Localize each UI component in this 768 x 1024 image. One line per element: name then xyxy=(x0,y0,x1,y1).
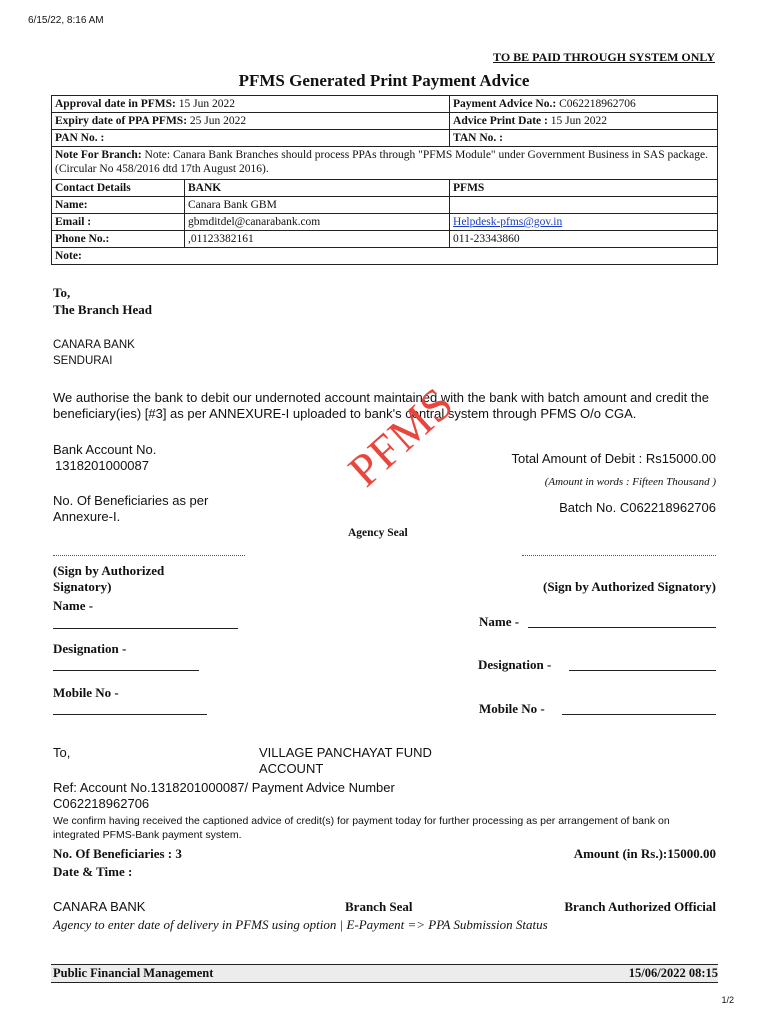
advice-info-table xyxy=(51,95,718,265)
address-branch: SENDURAI xyxy=(53,355,113,367)
page-title: PFMS Generated Print Payment Advice xyxy=(238,71,530,90)
footer-bar xyxy=(51,964,718,983)
footer-left: Public Financial Management xyxy=(53,966,214,980)
right-signatory-label: (Sign by Authorized Signatory) xyxy=(543,579,716,594)
pfms-header: PFMS xyxy=(450,180,718,197)
tan-cell: TAN No. : xyxy=(450,130,718,147)
batch-number: Batch No. C062218962706 xyxy=(559,500,716,515)
ack-amount: Amount (in Rs.):15000.00 xyxy=(573,846,716,861)
left-signatory-label: (Sign by Authorized Signatory) xyxy=(53,563,165,594)
bank-email: gbmditdel@canarabank.com xyxy=(185,214,450,231)
left-name-line xyxy=(53,628,238,629)
left-name-label: Name - xyxy=(53,598,94,613)
ack-recipient: VILLAGE PANCHAYAT FUND ACCOUNT xyxy=(259,745,432,776)
pfms-stamp: PFMS xyxy=(338,376,464,497)
bank-phone: ,01123382161 xyxy=(185,231,450,248)
account-number: 1318201000087 xyxy=(55,458,149,473)
beneficiaries-count: No. Of Beneficiaries as per Annexure-I. xyxy=(53,493,209,524)
email-label: Email : xyxy=(52,214,185,231)
right-signature-line xyxy=(522,555,716,556)
ack-beneficiaries: No. Of Beneficiaries : 3 xyxy=(53,846,182,861)
pfms-email-cell xyxy=(450,214,718,231)
left-mobile-label: Mobile No - xyxy=(53,685,119,700)
pfms-name xyxy=(450,197,718,214)
left-designation-label: Designation - xyxy=(53,641,127,656)
right-mobile-line xyxy=(562,714,716,715)
ack-datetime: Date & Time : xyxy=(53,864,133,879)
bank-header: BANK xyxy=(185,180,450,197)
note-cell: Note: xyxy=(52,248,718,265)
amount-in-words: (Amount in words : Fifteen Thousand ) xyxy=(544,476,716,488)
right-name-line xyxy=(528,627,716,628)
submission-instruction: Agency to enter date of delivery in PFMS using option | E-Payment => PPA Submission Status xyxy=(53,917,548,932)
ack-confirmation: We confirm having received the captioned advice of credit(s) for payment today for further processing as per arrangement of bank on integrated PFMS-Bank payment system. xyxy=(53,815,670,841)
bank-name: Canara Bank GBM xyxy=(185,197,450,214)
page-number: 1/2 xyxy=(721,995,734,1005)
ack-bank: CANARA BANK xyxy=(53,899,146,914)
print-timestamp: 6/15/22, 8:16 AM xyxy=(28,15,104,26)
right-name-label: Name - xyxy=(479,614,520,629)
phone-label: Phone No.: xyxy=(52,231,185,248)
address-bank: CANARA BANK xyxy=(53,339,135,351)
address-head: The Branch Head xyxy=(53,302,152,317)
right-designation-label: Designation - xyxy=(478,657,552,672)
pan-cell: PAN No. : xyxy=(52,130,450,147)
left-mobile-line xyxy=(53,714,207,715)
left-signature-line xyxy=(53,555,245,556)
agency-seal: Agency Seal xyxy=(348,527,408,539)
right-mobile-label: Mobile No - xyxy=(479,701,545,716)
account-label: Bank Account No. xyxy=(53,442,157,457)
right-designation-line xyxy=(569,670,716,671)
footer-right: 15/06/2022 08:15 xyxy=(628,966,718,980)
authorisation-text: We authorise the bank to debit our undernoted account maintained with the bank with batch amount and credit the beneficiary(ies) [#3] as per ANNEXURE-I uploaded to bank's central system through PFMS O/o CGA. xyxy=(53,390,709,421)
pfms-phone: 011-23343860 xyxy=(450,231,718,248)
address-to: To, xyxy=(53,285,71,300)
print-date-cell: Advice Print Date : 15 Jun 2022 xyxy=(450,113,718,130)
branch-seal: Branch Seal xyxy=(345,899,413,914)
branch-official: Branch Authorized Official xyxy=(564,899,716,914)
name-label: Name: xyxy=(52,197,185,214)
ack-to: To, xyxy=(53,745,71,760)
payment-mode-note: TO BE PAID THROUGH SYSTEM ONLY xyxy=(493,50,715,64)
payment-advice-cell: Payment Advice No.: C062218962706 xyxy=(450,96,718,113)
expiry-date-cell: Expiry date of PPA PFMS: 25 Jun 2022 xyxy=(52,113,450,130)
contact-details-header: Contact Details xyxy=(52,180,185,197)
branch-note-cell: Note For Branch: Note: Canara Bank Branches should process PPAs through "PFMS Module" under Government Business in SAS package.(Circular No 458/2016 dtd 17th August 2016). xyxy=(52,147,718,180)
total-debit: Total Amount of Debit : Rs15000.00 xyxy=(511,451,716,466)
approval-date-cell: Approval date in PFMS: 15 Jun 2022 xyxy=(52,96,450,113)
ack-reference: Ref: Account No.1318201000087/ Payment Advice Number C062218962706 xyxy=(53,780,395,811)
left-designation-line xyxy=(53,670,199,671)
pfms-email-link[interactable]: Helpdesk-pfms@gov.in xyxy=(453,216,563,228)
